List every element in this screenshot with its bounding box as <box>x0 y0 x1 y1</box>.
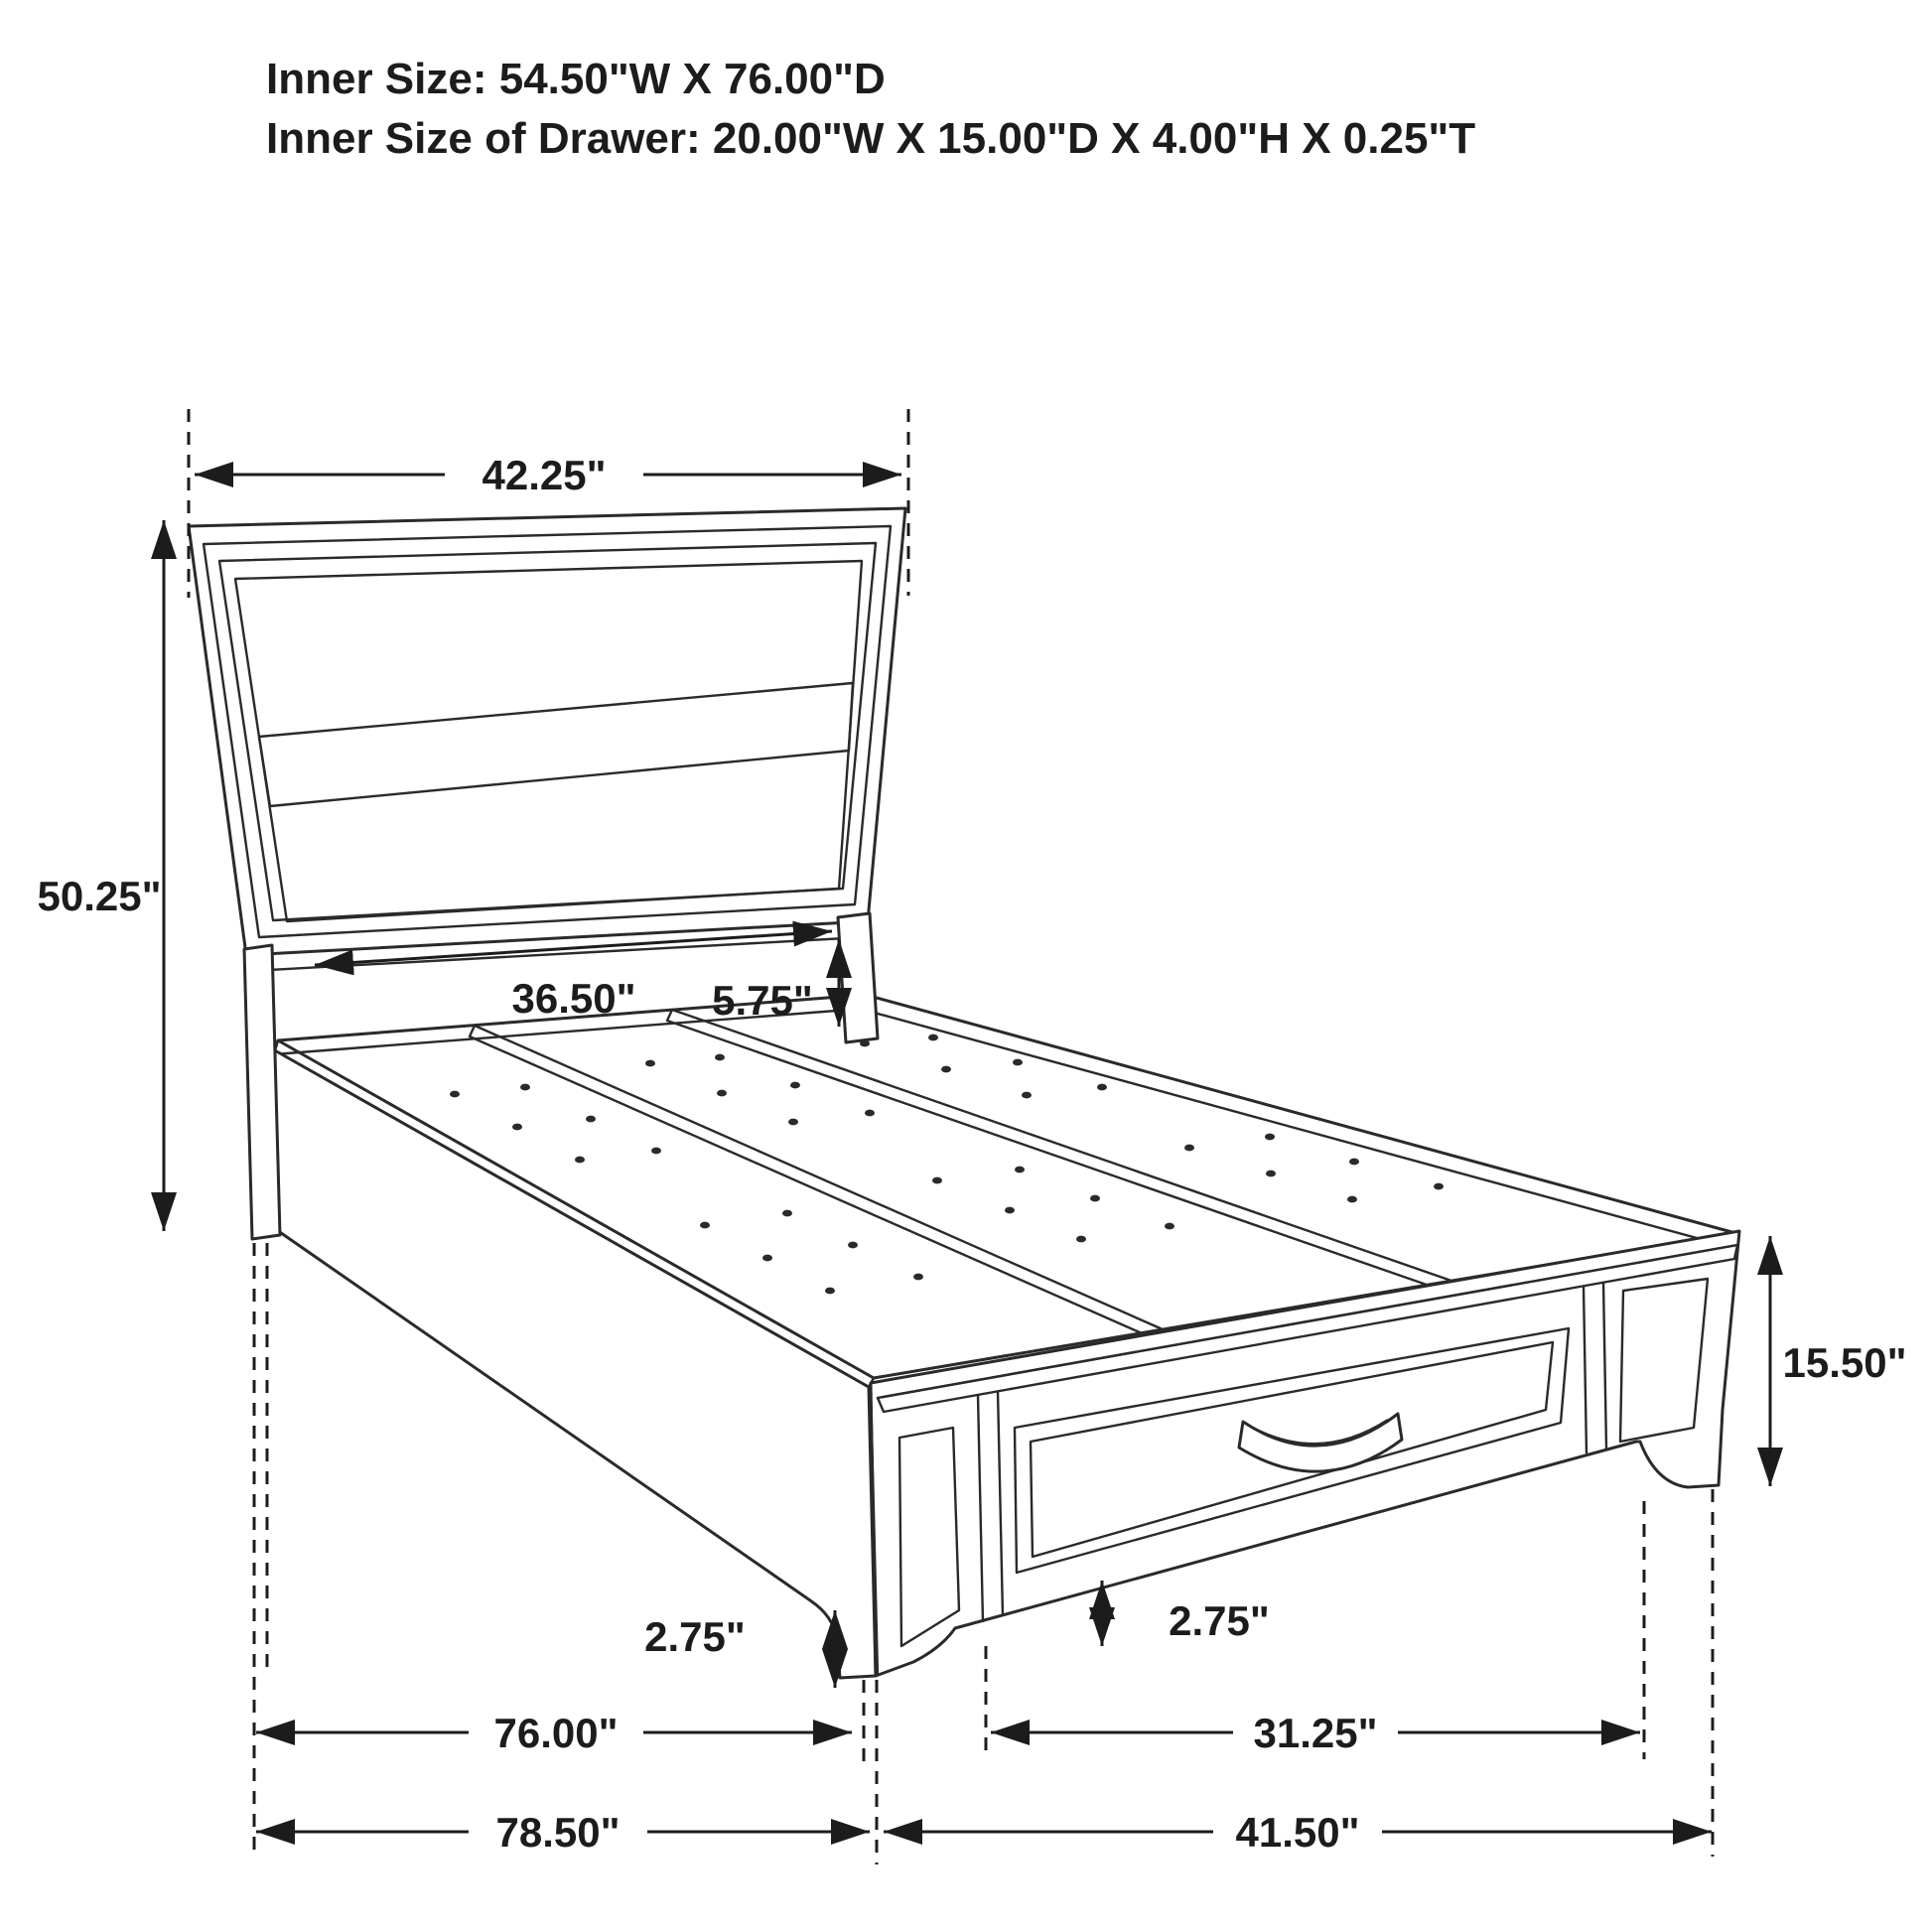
headboard-left-leg <box>244 945 280 1239</box>
dim-label-footboard-length: 41.50" <box>1235 1809 1360 1856</box>
dim-label-rail-length: 76.00" <box>493 1710 619 1756</box>
dim-drawer-opening-width <box>991 1710 1640 1756</box>
headboard-right-post <box>838 913 878 1042</box>
dim-label-drawer-opening-width: 31.25" <box>1253 1710 1378 1756</box>
dim-label-rail-foot-height: 2.75" <box>644 1613 746 1660</box>
dim-rail-foot-height <box>644 1610 835 1688</box>
title-inner-size-of-drawer: Inner Size of Drawer: 20.00"W X 15.00"D X 4.00"H X 0.25"T <box>266 114 1476 163</box>
dim-footboard-length <box>884 1809 1712 1856</box>
dim-label-headboard-rail-gap: 5.75" <box>712 977 813 1024</box>
dim-headboard-height <box>37 520 164 1231</box>
dim-total-length <box>256 1809 870 1856</box>
dim-label-headboard-inner-width: 36.50" <box>511 975 636 1022</box>
dim-label-headboard-height: 50.25" <box>37 873 162 919</box>
dim-rail-length <box>256 1710 852 1756</box>
title-block <box>266 55 1475 163</box>
dim-drawer-clearance <box>1102 1581 1270 1646</box>
dim-label-drawer-clearance: 2.75" <box>1169 1597 1270 1644</box>
dim-footboard-height <box>1770 1236 1907 1486</box>
dim-label-headboard-width: 42.25" <box>482 452 607 498</box>
dim-label-total-length: 78.50" <box>495 1809 621 1856</box>
dim-label-footboard-height: 15.50" <box>1782 1339 1907 1386</box>
title-inner-size: Inner Size: 54.50"W X 76.00"D <box>266 55 886 103</box>
